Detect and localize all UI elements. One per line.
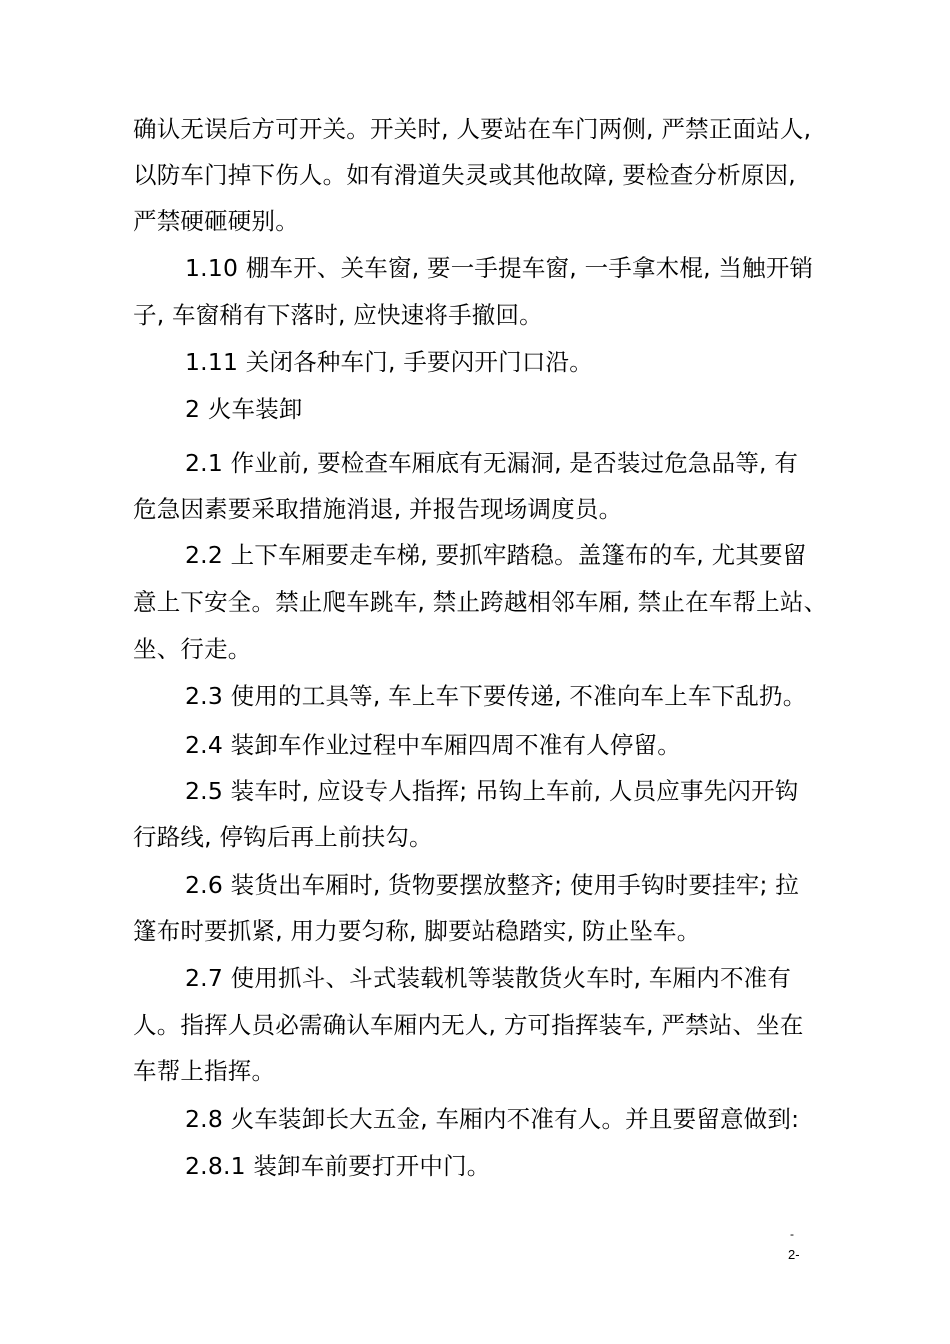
- footer-dash: -: [790, 1227, 794, 1241]
- paragraph-line: 2.3 使用的工具等, 车上车下要传递, 不准向车上车下乱扔。: [185, 682, 807, 710]
- paragraph-line: 2.8.1 装卸车前要打开中门。: [185, 1152, 491, 1180]
- paragraph-line: 车帮上指挥。: [133, 1057, 276, 1085]
- paragraph-line: 2.4 装卸车作业过程中车厢四周不准有人停留。: [185, 731, 681, 759]
- paragraph-line: 2.7 使用抓斗、斗式装载机等装散货火车时, 车厢内不准有: [185, 964, 792, 992]
- paragraph-line: 2.2 上下车厢要走车梯, 要抓牢踏稳。盖篷布的车, 尤其要留: [185, 541, 807, 569]
- paragraph-line: 2.8 火车装卸长大五金, 车厢内不准有人。并且要留意做到:: [185, 1105, 800, 1133]
- paragraph-line: 坐、行走。: [133, 635, 252, 663]
- page-number: 2-: [788, 1247, 800, 1262]
- paragraph-line: 行路线, 停钩后再上前扶勾。: [133, 823, 433, 851]
- paragraph-line: 以防车门掉下伤人。如有滑道失灵或其他故障, 要检查分析原因,: [133, 161, 796, 189]
- paragraph-line: 子, 车窗稍有下落时, 应快速将手撤回。: [133, 301, 543, 329]
- paragraph-line: 严禁硬砸硬别。: [133, 207, 299, 235]
- paragraph-line: 人。指挥人员必需确认车厢内无人, 方可指挥装车, 严禁站、坐在: [133, 1011, 804, 1039]
- paragraph-line: 确认无误后方可开关。开关时, 人要站在车门两侧, 严禁正面站人,: [133, 115, 812, 143]
- paragraph-line: 2.6 装货出车厢时, 货物要摆放整齐; 使用手钩时要挂牢; 拉: [185, 871, 799, 899]
- section-heading: 2 火车装卸: [185, 395, 303, 423]
- paragraph-line: 篷布时要抓紧, 用力要匀称, 脚要站稳踏实, 防止坠车。: [133, 917, 701, 945]
- paragraph-line: 1.10 棚车开、关车窗, 要一手提车窗, 一手拿木棍, 当触开销: [185, 254, 814, 282]
- paragraph-line: 危急因素要采取措施消退, 并报告现场调度员。: [133, 495, 623, 523]
- paragraph-line: 2.1 作业前, 要检查车厢底有无漏洞, 是否装过危急品等, 有: [185, 449, 799, 477]
- paragraph-line: 1.11 关闭各种车门, 手要闪开门口沿。: [185, 348, 593, 376]
- paragraph-line: 2.5 装车时, 应设专人指挥; 吊钩上车前, 人员应事先闪开钩: [185, 777, 799, 805]
- paragraph-line: 意上下安全。禁止爬车跳车, 禁止跨越相邻车厢, 禁止在车帮上站、: [133, 588, 828, 616]
